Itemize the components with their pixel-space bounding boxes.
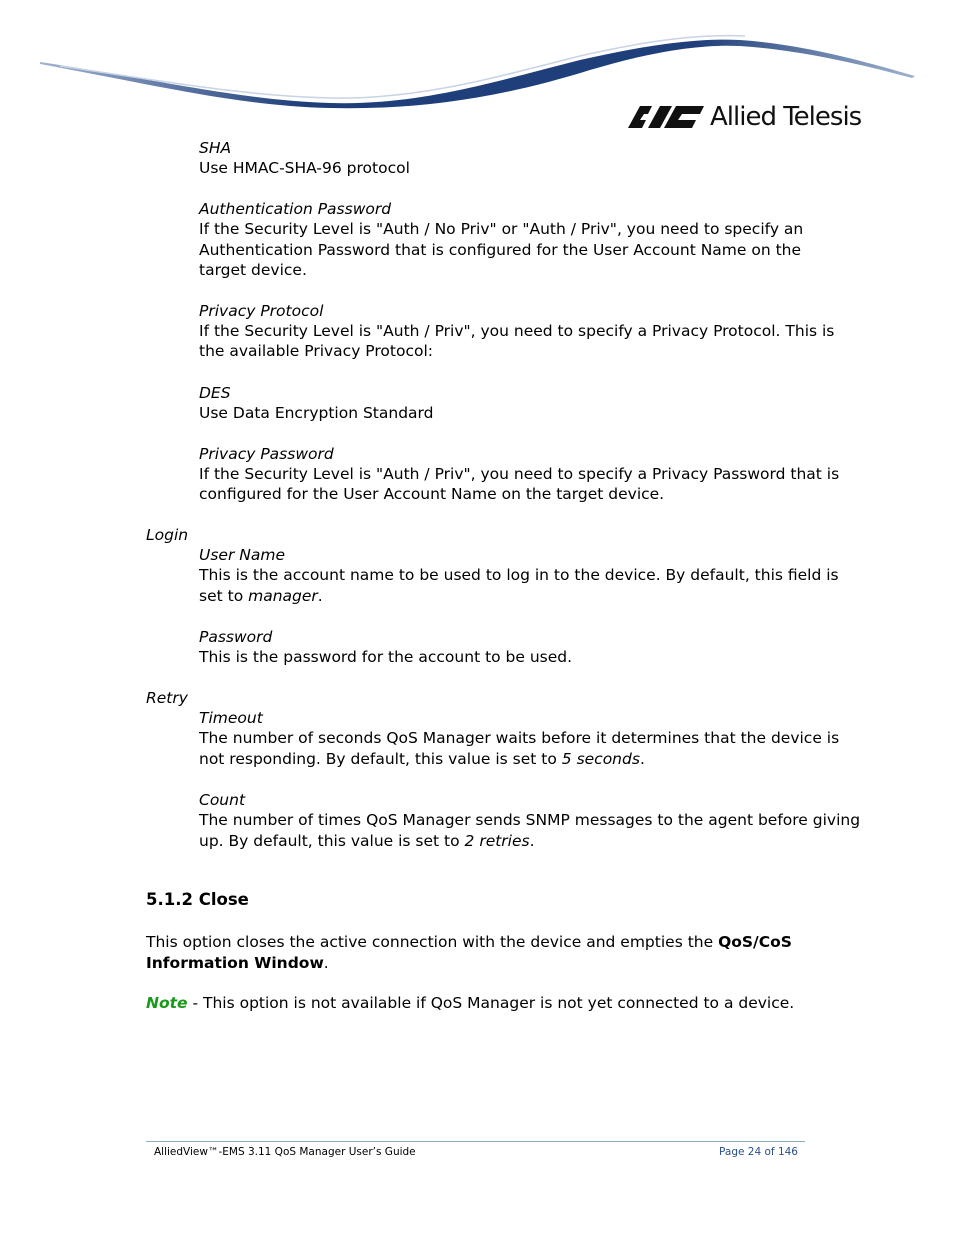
desc-privacy-password-line1: If the Security Level is "Auth / Priv", you need to specify a Privacy Password that is xyxy=(199,465,840,483)
desc-count-line1: The number of times QoS Manager sends SNMP messages to the agent before giving xyxy=(199,811,861,829)
note-label: Note xyxy=(146,994,188,1012)
term-retry: Retry xyxy=(146,689,188,707)
footer-divider xyxy=(146,1141,805,1142)
term-privacy-protocol: Privacy Protocol xyxy=(199,302,324,320)
desc-user-name-line1: This is the account name to be used to log in to the device. By default, this field is xyxy=(199,566,839,584)
note-text: - This option is not available if QoS Manager is not yet connected to a device. xyxy=(187,994,795,1012)
desc-authentication-password-line3: target device. xyxy=(199,261,307,279)
desc-timeout-line2-prefix: not responding. By default, this value is set to xyxy=(199,750,562,768)
default-timeout-value: 5 seconds xyxy=(561,750,640,768)
desc-count-line2-suffix: . xyxy=(529,832,535,850)
close-desc-line2 xyxy=(146,953,329,974)
term-timeout: Timeout xyxy=(199,709,263,727)
term-privacy-password: Privacy Password xyxy=(199,445,334,463)
desc-user-name-line2-suffix: . xyxy=(317,587,323,605)
footer-page-number: Page 24 of 146 xyxy=(719,1146,798,1158)
term-count: Count xyxy=(199,791,246,809)
close-desc-line1-text: This option closes the active connection with the device and empties the xyxy=(146,933,719,951)
term-authentication-password: Authentication Password xyxy=(199,200,392,218)
term-sha: SHA xyxy=(199,139,232,157)
desc-password: This is the password for the account to be used. xyxy=(199,648,573,666)
allied-telesis-logo-mark-icon xyxy=(628,106,704,128)
desc-authentication-password-line1: If the Security Level is "Auth / No Priv" or "Auth / Priv", you need to specify an xyxy=(199,220,804,238)
allied-telesis-logo xyxy=(628,100,861,134)
desc-privacy-password-line2: configured for the User Account Name on the target device. xyxy=(199,485,665,503)
desc-des: Use Data Encryption Standard xyxy=(199,404,434,422)
desc-user-name-line2 xyxy=(199,586,323,607)
desc-timeout-line2-suffix: . xyxy=(639,750,645,768)
section-heading-close: 5.1.2 Close xyxy=(146,890,249,909)
desc-privacy-protocol-line1: If the Security Level is "Auth / Priv", you need to specify a Privacy Protocol. This is xyxy=(199,322,835,340)
desc-authentication-password-line2: Authentication Password that is configured for the User Account Name on the xyxy=(199,241,802,259)
desc-sha: Use HMAC-SHA-96 protocol xyxy=(199,159,410,177)
close-desc-line2-suffix: . xyxy=(323,954,329,972)
default-user-name-value: manager xyxy=(248,587,318,605)
term-user-name: User Name xyxy=(199,546,285,564)
term-des: DES xyxy=(199,384,231,402)
default-count-value: 2 retries xyxy=(464,832,530,850)
term-password: Password xyxy=(199,628,273,646)
desc-timeout-line1: The number of seconds QoS Manager waits before it determines that the device is xyxy=(199,729,840,747)
close-desc-line1 xyxy=(146,932,792,953)
footer-document-title: AlliedView™-EMS 3.11 QoS Manager User’s Guide xyxy=(154,1146,416,1158)
desc-user-name-line2-prefix: set to xyxy=(199,587,249,605)
desc-count-line2-prefix: up. By default, this value is set to xyxy=(199,832,465,850)
desc-privacy-protocol-line2: the available Privacy Protocol: xyxy=(199,342,433,360)
term-login: Login xyxy=(146,526,189,544)
logo-text: Allied Telesis xyxy=(710,102,862,132)
desc-timeout-line2 xyxy=(199,749,645,770)
note-line xyxy=(146,993,794,1014)
close-desc-line2-bold: Information Window xyxy=(146,954,324,972)
close-desc-line1-bold: QoS/CoS xyxy=(718,933,792,951)
desc-count-line2 xyxy=(199,831,535,852)
